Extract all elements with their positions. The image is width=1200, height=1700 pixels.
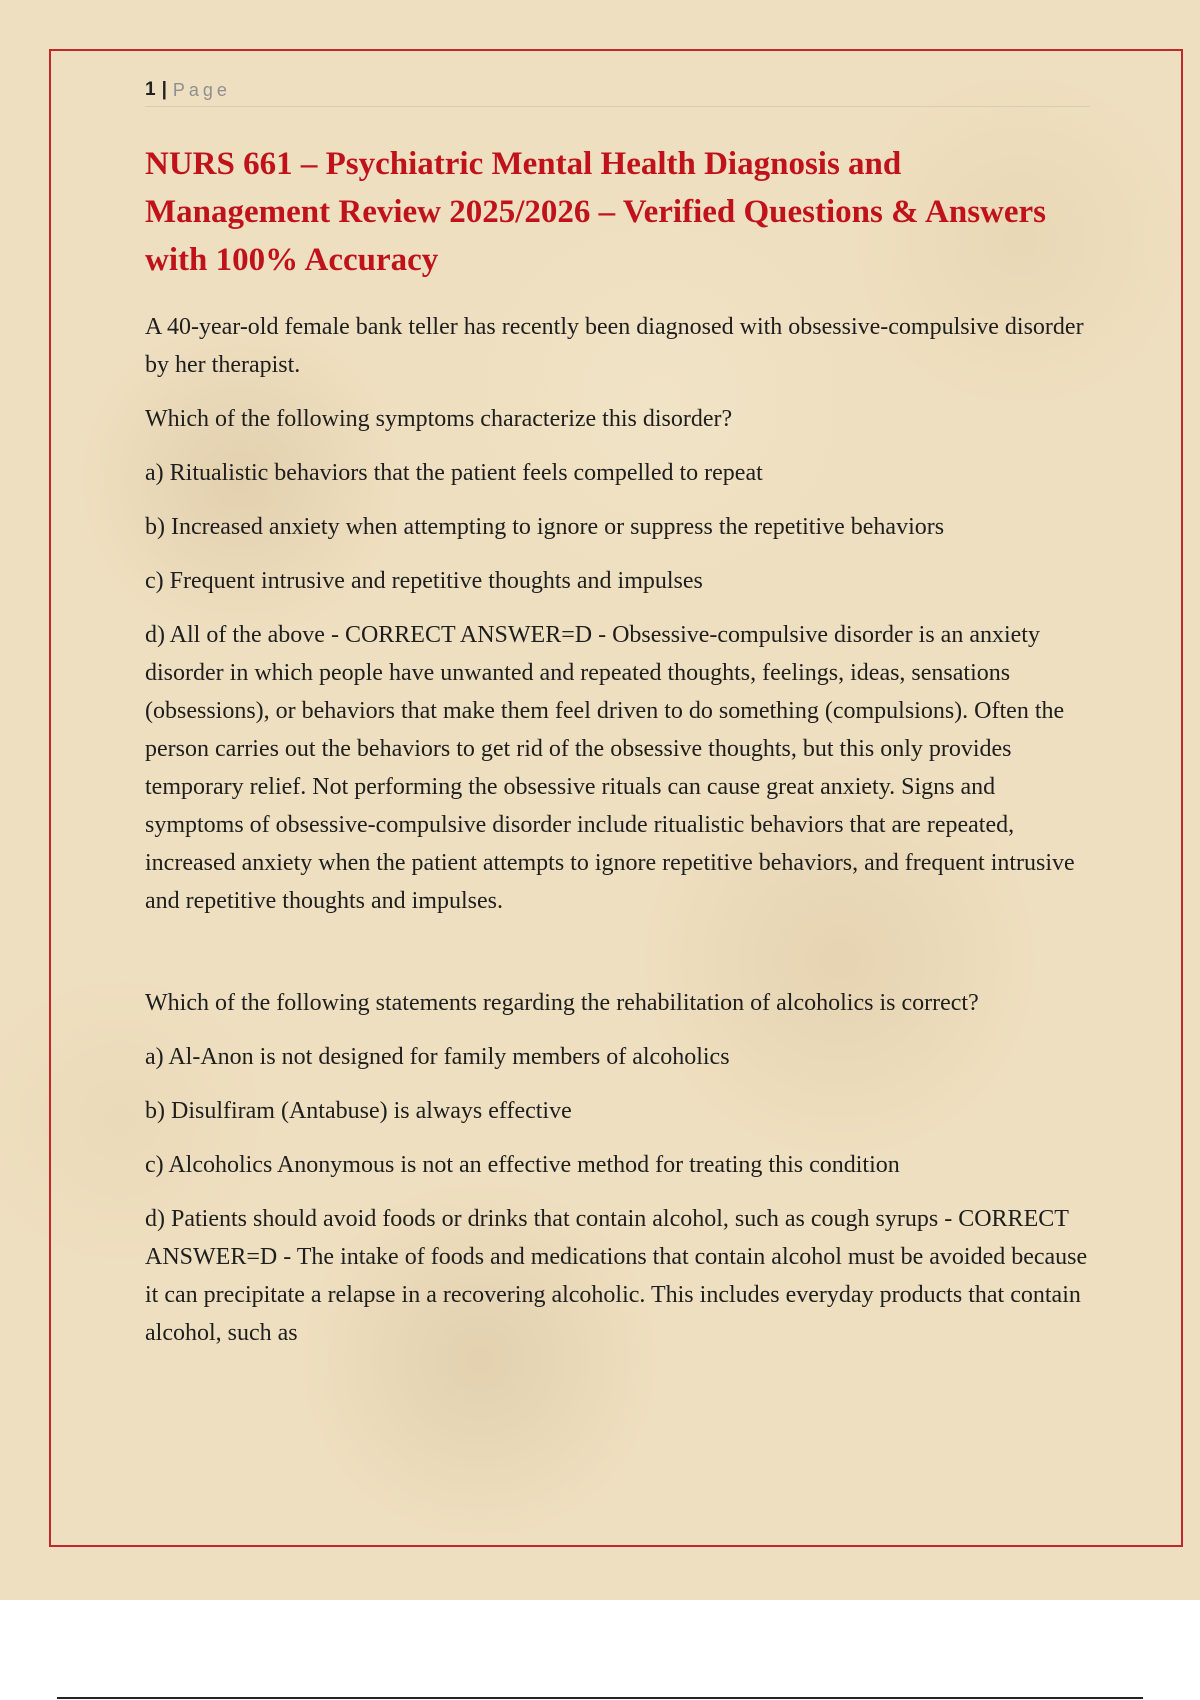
- document-body: [145, 140, 1090, 1368]
- question-1-stem: A 40-year-old female bank teller has recently been diagnosed with obsessive-compulsive disorder by her therapist.: [145, 314, 1084, 378]
- question-2-option-a: a) Al-Anon is not designed for family members of alcoholics: [145, 1044, 730, 1070]
- section-spacer: [145, 936, 1090, 984]
- page-label: Page: [172, 79, 231, 100]
- question-1-option-c: c) Frequent intrusive and repetitive thoughts and impulses: [145, 568, 703, 594]
- question-1-option-d-answer: d) All of the above - CORRECT ANSWER=D - Obsessive-compulsive disorder is an anxiety disorder in which people have unwanted and repeated thoughts, feelings, ideas, sensations (obsessions), or behaviors that make them feel driven to do something (compulsions). Often the person carries out the behaviors to get rid of the obsessive thoughts, but this only provides temporary relief. Not performing the obsessive rituals can cause great anxiety. Signs and symptoms of obsessive-compulsive disorder include ritualistic behaviors that are repeated, increased anxiety when the patient attempts to ignore repetitive behaviors, and frequent intrusive and repetitive thoughts and impulses.: [145, 622, 1075, 914]
- footer-rule: [57, 1697, 1143, 1699]
- question-2-option-c: c) Alcoholics Anonymous is not an effective method for treating this condition: [145, 1152, 900, 1178]
- page-header: [145, 74, 1090, 107]
- question-2-option-d-answer: d) Patients should avoid foods or drinks that contain alcohol, such as cough syrups - CORRECT ANSWER=D - The intake of foods and medications that contain alcohol must be avoided because it can precipitate a relapse in a recovering alcoholic. This includes everyday products that contain alcohol, such as: [145, 1206, 1088, 1346]
- page-number: 1: [145, 79, 156, 100]
- question-1-option-a: a) Ritualistic behaviors that the patient feels compelled to repeat: [145, 460, 763, 486]
- question-1-option-b: b) Increased anxiety when attempting to ignore or suppress the repetitive behaviors: [145, 514, 945, 540]
- page-separator: |: [161, 79, 167, 100]
- question-1-prompt: Which of the following symptoms characterize this disorder?: [145, 406, 733, 432]
- question-2-option-b: b) Disulfiram (Antabuse) is always effective: [145, 1098, 572, 1124]
- question-2-prompt: Which of the following statements regarding the rehabilitation of alcoholics is correct?: [145, 990, 979, 1016]
- document-title: NURS 661 – Psychiatric Mental Health Diagnosis and Management Review 2025/2026 – Verified Questions & Answers with 100% Accuracy: [145, 146, 1047, 278]
